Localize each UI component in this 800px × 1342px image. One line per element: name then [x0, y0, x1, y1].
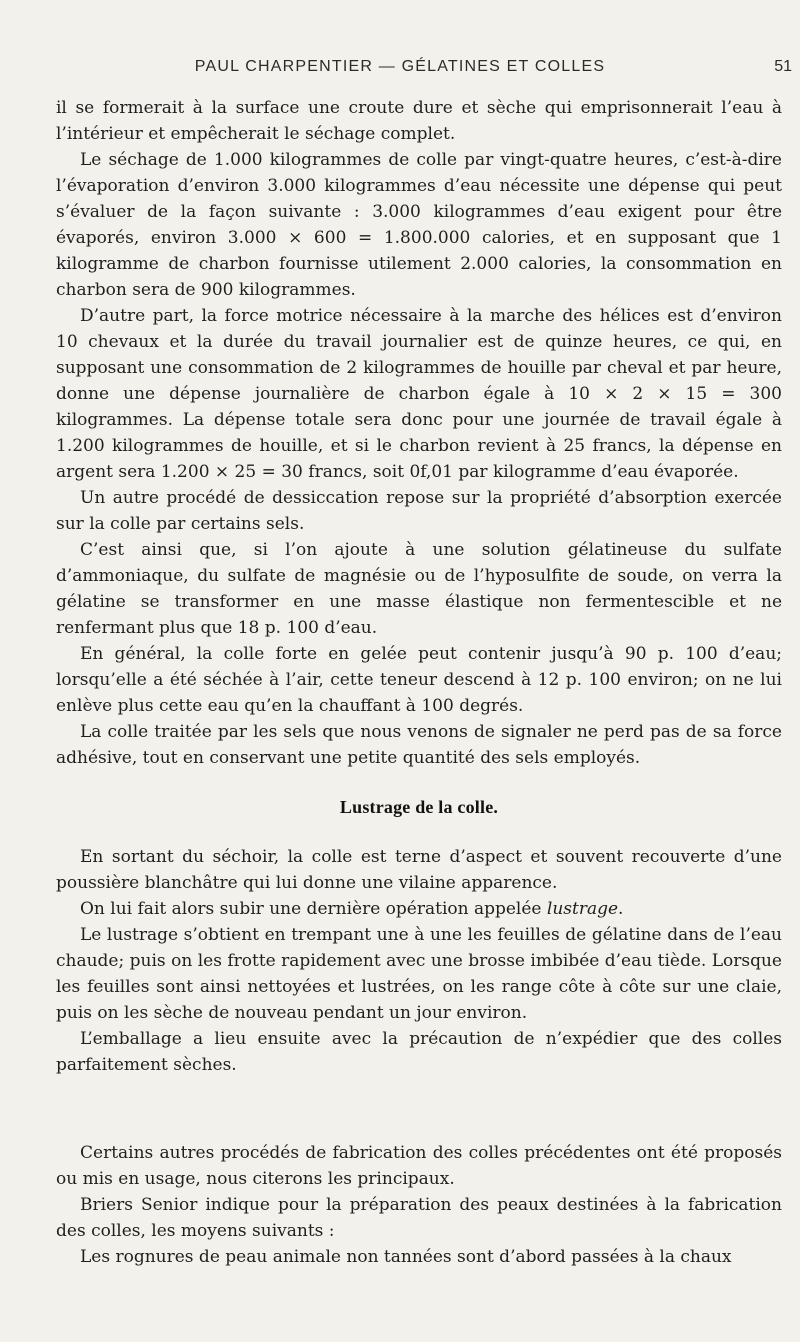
section-heading: Lustrage de la colle. [339, 797, 499, 817]
lustrage-term: lustrage [546, 899, 619, 919]
paragraph-2: Le séchage de 1.000 kilogrammes de colle par vingt-quatre heures, c’est-à-dire l’évaporation d’environ 3.000 kilogrammes d’eau nécessite une dépense qui peut s’évaluer de la façon suivante : 3.000 kilogrammes d’eau exigent pour être évaporés, environ 3.000 × 600 = 1.800.000 calories, et en supposant que 1 kilogramme de charbon fournisse utilement 2.000 calories, la consommation en charbon sera de 900 kilogrammes. [56, 150, 782, 300]
final-paragraph-2: Briers Senior indique pour la préparation des peaux destinées à la fabrication des colles, les moyens suivants : [56, 1195, 782, 1241]
running-title: PAUL CHARPENTIER — GÉLATINES ET COLLES [194, 58, 606, 75]
section-paragraph-3: Le lustrage s’obtient en trempant une à une les feuilles de gélatine dans de l’eau chaude; puis on les frotte rapidement avec une brosse imbibée d’eau tiède. Lorsque les feuilles sont ainsi nettoyées et lustrées, on les range côte à côte sur une claie, puis on les sèche de nouveau pendant un jour environ. [56, 925, 782, 1023]
lustrage-line-after: . [618, 899, 624, 919]
paragraph-5: C’est ainsi que, si l’on ajoute à une solution gélatineuse du sulfate d’ammoniaque, du sulfate de magnésie ou de l’hyposulfite de soude, on verra la gélatine se transformer en une masse élastique non fermentescible et ne renfermant plus que 18 p. 100 d’eau. [56, 540, 782, 638]
final-paragraph-3: Les rognures de peau animale non tannées sont d’abord passées à la chaux [80, 1247, 732, 1267]
section-gap [56, 1078, 782, 1140]
section-paragraph-1: En sortant du séchoir, la colle est terne d’aspect et souvent recouverte d’une poussière blanchâtre qui lui donne une vilaine apparence. [56, 847, 782, 893]
paragraph-7: La colle traitée par les sels que nous venons de signaler ne perd pas de sa force adhésive, tout en conservant une petite quantité des sels employés. [56, 722, 782, 768]
section-paragraph-2 [56, 896, 782, 922]
lustrage-line-before: On lui fait alors subir une dernière opération appelée [80, 899, 547, 919]
paragraph-3: D’autre part, la force motrice nécessaire à la marche des hélices est d’environ 10 chevaux et la durée du travail journalier est de quinze heures, ce qui, en supposant une consommation de 2 kilogrammes de houille par cheval et par heure, donne une dépense journalière de charbon égale à 10 × 2 × 15 = 300 kilogrammes. La dépense totale sera donc pour une journée de travail égale à 1.200 kilogrammes de houille, et si le charbon revient à 25 francs, la dépense en argent sera 1.200 × 25 = 30 francs, soit 0f,01 par kilogramme d’eau évaporée. [56, 306, 782, 482]
page-content [56, 95, 782, 1270]
page-number: 51 [774, 58, 792, 75]
section-paragraph-4: L’emballage a lieu ensuite avec la précaution de n’expédier que des colles parfaitement sèches. [56, 1029, 782, 1075]
paragraph-6: En général, la colle forte en gelée peut contenir jusqu’à 90 p. 100 d’eau; lorsqu’elle a été séchée à l’air, cette teneur descend à 12 p. 100 environ; on ne lui enlève plus cette eau qu’en la chauffant à 100 degrés. [56, 644, 782, 716]
running-header [0, 58, 800, 82]
final-paragraph-1: Certains autres procédés de fabrication des colles précédentes ont été proposés ou mis en usage, nous citerons les principaux. [56, 1143, 782, 1189]
paragraph-4: Un autre procédé de dessiccation repose sur la propriété d’absorption exercée sur la colle par certains sels. [56, 488, 782, 534]
paragraph-1: il se formerait à la surface une croute dure et sèche qui emprisonnerait l’eau à l’intérieur et empêcherait le séchage complet. [56, 98, 782, 144]
